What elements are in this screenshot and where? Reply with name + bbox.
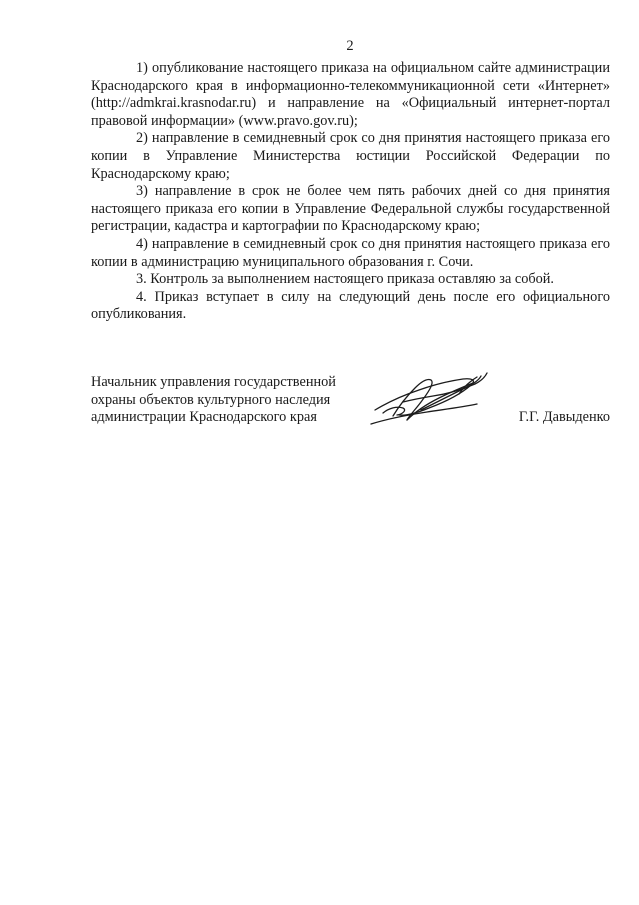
signatory-position-line: администрации Краснодарского края bbox=[91, 409, 317, 426]
page-number: 2 bbox=[346, 38, 354, 54]
paragraph-clause-4-effective-date: 4. Приказ вступает в силу на следующий день после его официального опубликования. bbox=[91, 288, 610, 323]
signatory-name: Г.Г. Давыденко bbox=[518, 409, 610, 425]
paragraph-item-3-rosreestr: 3) направление в срок не более чем пять рабочих дней со дня принятия настоящего приказа его копии в Управление Федеральной службы государственной регистрации, кадастра и картографии по Краснодарскому краю; bbox=[91, 183, 610, 235]
paragraph-item-4-sochi-administration: 4) направление в семидневный срок со дня принятия настоящего приказа его копии в администрацию муниципального образования г. Сочи. bbox=[91, 235, 610, 270]
handwritten-signature bbox=[363, 366, 497, 436]
document-body bbox=[91, 60, 610, 324]
signatory-position bbox=[91, 374, 371, 427]
paragraph-clause-3-control: 3. Контроль за выполнением настоящего приказа оставляю за собой. bbox=[136, 271, 555, 288]
paragraph-item-2-ministry-of-justice: 2) направление в семидневный срок со дня принятия настоящего приказа его копии в Управление Министерства юстиции Российской Федерации по Краснодарскому краю; bbox=[91, 130, 610, 182]
signatory-position-line: Начальник управления государственной bbox=[91, 374, 336, 390]
signature-block bbox=[91, 374, 610, 444]
paragraph-item-1-publication: 1) опубликование настоящего приказа на официальном сайте администрации Краснодарского края в информационно-телекоммуникационной сети «Интернет» (http://admkrai.krasnodar.ru) и направление на «Официальный интернет-портал правовой информации» (www.pravo.gov.ru); bbox=[91, 60, 610, 129]
signatory-position-line: охраны объектов культурного наследия bbox=[91, 391, 331, 408]
